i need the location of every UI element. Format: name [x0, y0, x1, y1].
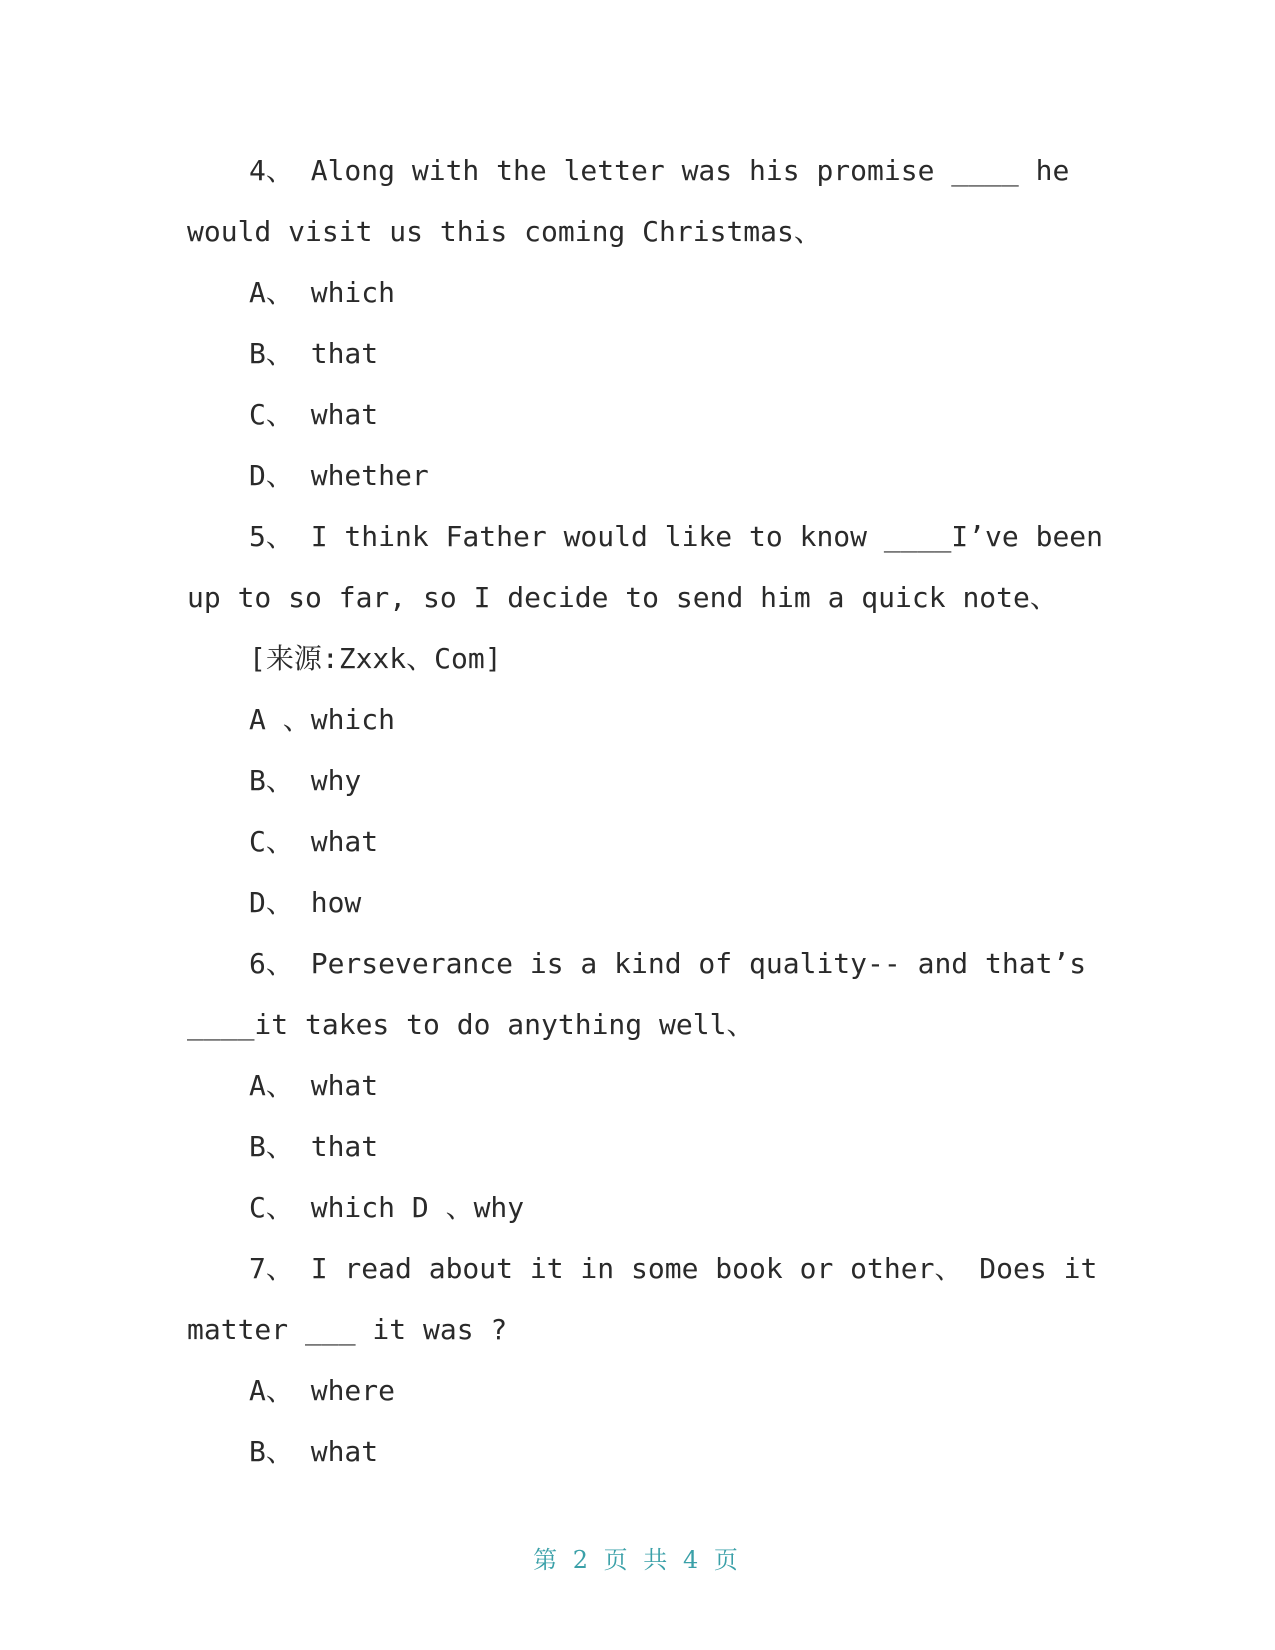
question-4-stem-line-2: would visit us this coming Christmas、: [187, 215, 822, 248]
question-6-stem-line-2: ____it takes to do anything well、: [187, 1008, 755, 1041]
source-note: [来源:Zxxk、Com]: [249, 642, 502, 675]
question-7-option-b: B、 what: [249, 1435, 379, 1468]
question-6-option-a: A、 what: [249, 1069, 379, 1102]
question-5-option-a: A 、which: [249, 703, 396, 736]
question-5-stem-line-1: 5、 I think Father would like to know ____I’ve been: [249, 520, 1104, 553]
question-6-option-c-d: C、 which D 、why: [249, 1191, 525, 1224]
question-5-option-c: C、 what: [249, 825, 379, 858]
question-5-option-d: D、 how: [249, 886, 362, 919]
question-4-option-b: B、 that: [249, 337, 379, 370]
question-7-option-a: A、 where: [249, 1374, 396, 1407]
page-footer: 第 2 页 共 4 页: [533, 1546, 742, 1574]
question-4-option-c: C、 what: [249, 398, 379, 431]
question-7-stem-line-2: matter ___ it was ?: [187, 1313, 508, 1346]
question-5-stem-line-2: up to so far, so I decide to send him a quick note、: [187, 581, 1058, 614]
question-7-stem-line-1: 7、 I read about it in some book or other、 Does it: [249, 1252, 1098, 1285]
question-4-option-a: A、 which: [249, 276, 396, 309]
question-4-stem-line-1: 4、 Along with the letter was his promise ____ he: [249, 154, 1070, 187]
question-4-option-d: D、 whether: [249, 459, 429, 492]
question-6-option-b: B、 that: [249, 1130, 379, 1163]
question-6-stem-line-1: 6、 Perseverance is a kind of quality-- and that’s: [249, 947, 1087, 980]
question-5-option-b: B、 why: [249, 764, 362, 797]
question-content: [187, 140, 1104, 1482]
